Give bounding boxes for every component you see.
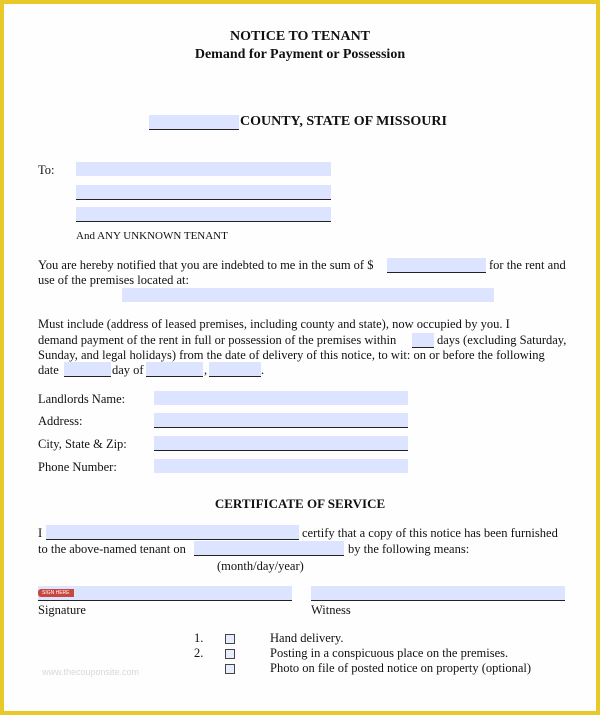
certificate-line-2b: by the following means: (348, 542, 470, 556)
landlord-address-field[interactable] (154, 413, 408, 428)
notice-line-2: use of the premises located at: (38, 273, 189, 287)
to-label: To: (38, 163, 55, 177)
demand-line-4a: date (38, 363, 59, 377)
landlord-address-label: Address: (38, 414, 83, 428)
means-number-2: 2. (194, 646, 204, 660)
county-field[interactable] (149, 115, 239, 130)
certificate-line-1b: certify that a copy of this notice has been furnished (302, 526, 558, 540)
signature-field[interactable] (38, 586, 292, 601)
unknown-tenant-label: And ANY UNKNOWN TENANT (76, 230, 228, 242)
rent-amount-field[interactable] (387, 258, 486, 273)
landlord-city-field[interactable] (154, 436, 408, 451)
date-format-hint: (month/day/year) (217, 559, 304, 573)
county-state-label: COUNTY, STATE OF MISSOURI (240, 114, 447, 129)
server-name-field[interactable] (46, 525, 299, 540)
demand-line-2a: demand payment of the rent in full or possession of the premises within (38, 333, 397, 347)
due-date-month-field[interactable] (146, 362, 203, 377)
tenant-name-field-3[interactable] (76, 207, 331, 222)
demand-line-1: Must include (address of leased premises, including county and state), now occupied by you. I (38, 317, 510, 331)
landlord-phone-field[interactable] (154, 459, 408, 473)
photo-checkbox[interactable] (225, 664, 235, 674)
landlord-name-field[interactable] (154, 391, 408, 405)
posting-label: Posting in a conspicuous place on the premises. (270, 646, 509, 660)
certificate-line-2a: to the above-named tenant on (38, 542, 186, 556)
sign-here-flag: SIGN HERE (38, 589, 74, 597)
means-number-1: 1. (194, 631, 204, 645)
tenant-name-field-1[interactable] (76, 162, 331, 176)
hand-delivery-checkbox[interactable] (225, 634, 235, 644)
landlord-phone-label: Phone Number: (38, 460, 117, 474)
witness-field[interactable] (311, 586, 565, 601)
demand-line-4c: , (204, 363, 208, 377)
certificate-line-1a: I (38, 526, 43, 540)
landlord-city-label: City, State & Zip: (38, 437, 127, 451)
document-subtitle: Demand for Payment or Possession (194, 47, 406, 62)
document-title: NOTICE TO TENANT (229, 29, 371, 44)
demand-line-3: Sunday, and legal holidays) from the date of delivery of this notice, to wit: on or before the following (38, 348, 545, 362)
certificate-heading: CERTIFICATE OF SERVICE (214, 496, 386, 511)
tenant-name-field-2[interactable] (76, 185, 331, 200)
signature-label: Signature (38, 603, 86, 617)
due-date-year-field[interactable] (209, 362, 261, 377)
posting-checkbox[interactable] (225, 649, 235, 659)
demand-line-4b: day of (112, 363, 144, 377)
demand-line-2b: days (excluding Saturday, (437, 333, 567, 347)
service-date-field[interactable] (194, 541, 344, 556)
hand-delivery-label: Hand delivery. (270, 631, 344, 645)
notice-line-1a: You are hereby notified that you are indebted to me in the sum of $ (38, 258, 374, 272)
notice-line-1b: for the rent and (489, 258, 566, 272)
due-date-day-field[interactable] (64, 362, 111, 377)
witness-label: Witness (311, 603, 351, 617)
photo-label: Photo on file of posted notice on property (optional) (270, 661, 532, 675)
premises-address-field[interactable] (122, 288, 494, 302)
landlord-name-label: Landlords Name: (38, 392, 126, 406)
days-field[interactable] (412, 333, 434, 348)
watermark-text: www.thecouponsite.com (42, 667, 140, 677)
demand-line-4d: . (261, 363, 265, 377)
